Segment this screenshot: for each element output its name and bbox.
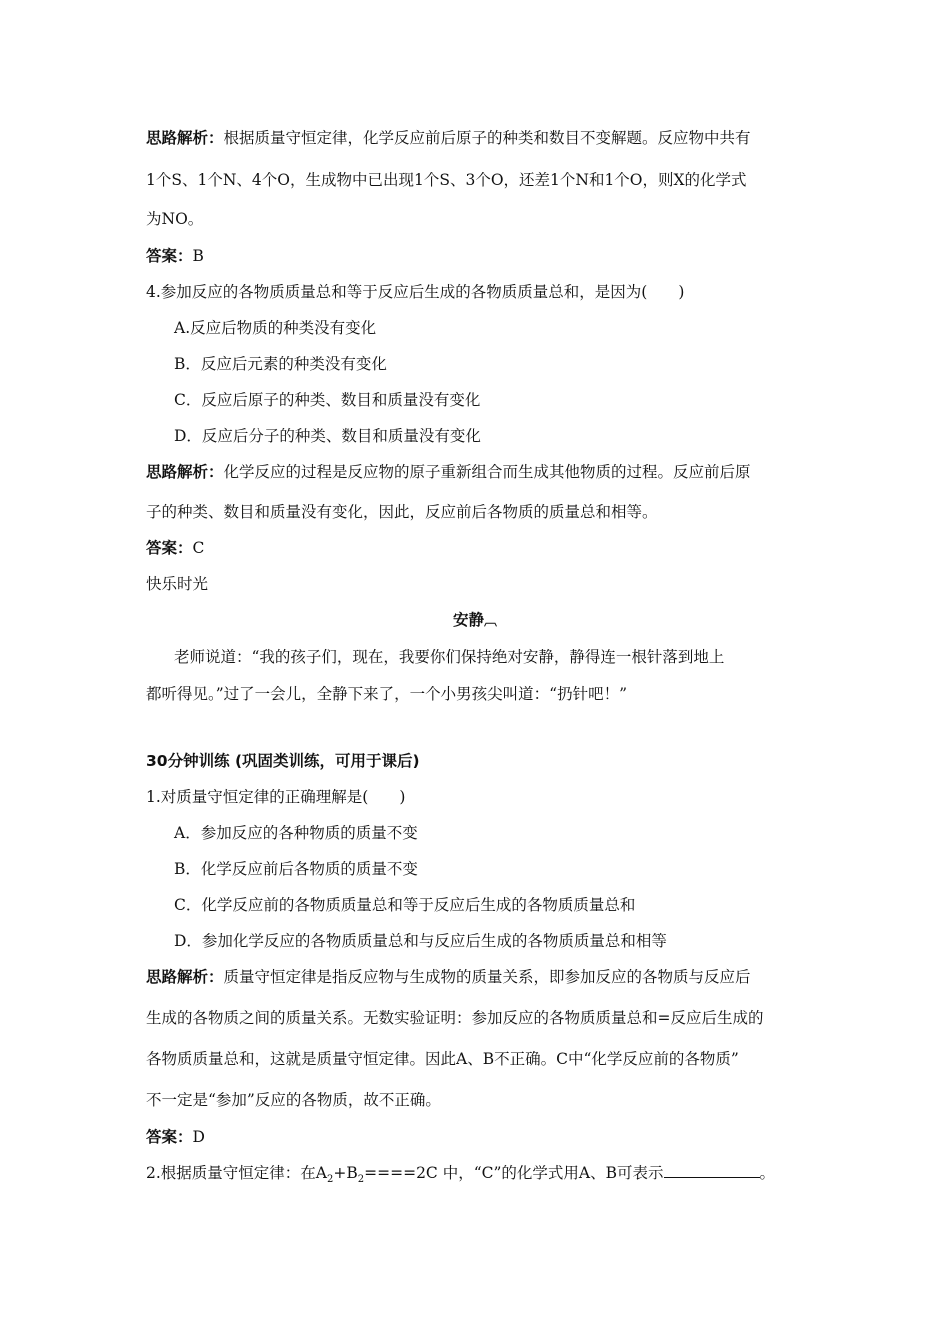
analysis-label: 思路解析： [146, 968, 224, 986]
story-title: 安静︹ [452, 611, 498, 629]
question-1-option-b: B．化学反应前后各物质的质量不变 [174, 860, 418, 878]
question-2-stem: 2.根据质量守恒定律：在$A_2+B_2====2C$ 中，“C”的化学式用A、B可表示 。 [146, 1164, 776, 1186]
answer-line [146, 538, 204, 558]
answer-value: D [192, 1128, 205, 1146]
question-4-option-b: B．反应后元素的种类没有变化 [174, 355, 387, 373]
answer-label: 答案： [146, 539, 193, 557]
question-4-stem: 4.参加反应的各物质质量总和等于反应后生成的各物质质量总和，是因为( ) [146, 283, 685, 301]
analysis-line: 各物质质量总和，这就是质量守恒定律。因此A、B不正确。C中“化学反应前的各物质” [146, 1050, 739, 1068]
answer-blank[interactable] [664, 1163, 760, 1178]
analysis-line: 子的种类、数目和质量没有变化，因此，反应前后各物质的质量总和相等。 [146, 503, 658, 521]
analysis-line: 1个S、1个N、4个O，生成物中已出现1个S、3个O，还差1个N和1个O，则X的化学式 [146, 171, 747, 189]
analysis-line: 为NO。 [146, 210, 204, 228]
analysis-line: 不一定是“参加”反应的各物质，故不正确。 [146, 1091, 441, 1109]
answer-label: 答案： [146, 1128, 193, 1146]
analysis-paragraph-1: 思路解析：根据质量守恒定律，化学反应前后原子的种类和数目不变解题。反应物中共有 [146, 129, 751, 147]
story-line: 老师说道：“我的孩子们，现在，我要你们保持绝对安静，静得连一根针落到地上 [174, 648, 725, 666]
question-1-option-c: C．化学反应前的各物质质量总和等于反应后生成的各物质质量总和 [174, 896, 636, 914]
story-line: 都听得见。”过了一会儿，全静下来了，一个小男孩尖叫道：“扔针吧！” [146, 685, 628, 703]
analysis-label: 思路解析： [146, 463, 224, 481]
question-1-option-d: D．参加化学反应的各物质质量总和与反应后生成的各物质质量总和相等 [174, 932, 667, 950]
question-1-option-a: A．参加反应的各种物质的质量不变 [174, 824, 418, 842]
fun-heading: 快乐时光 [146, 575, 209, 593]
analysis-paragraph-2: 思路解析：化学反应的过程是反应物的原子重新组合而生成其他物质的过程。反应前后原 [146, 463, 751, 481]
question-4-option-a: A.反应后物质的种类没有变化 [174, 319, 377, 337]
section-title: 30分钟训练 (巩固类训练，可用于课后) [146, 752, 420, 770]
answer-value: B [192, 247, 204, 265]
answer-line [146, 1127, 205, 1147]
question-4-option-c: C．反应后原子的种类、数目和质量没有变化 [174, 391, 481, 409]
analysis-paragraph-3: 思路解析：质量守恒定律是指反应物与生成物的质量关系，即参加反应的各物质与反应后 [146, 968, 751, 986]
analysis-line: 生成的各物质之间的质量关系。无数实验证明：参加反应的各物质质量总和=反应后生成的 [146, 1009, 764, 1027]
question-4-option-d: D．反应后分子的种类、数目和质量没有变化 [174, 427, 481, 445]
analysis-label: 思路解析： [146, 129, 224, 147]
answer-label: 答案： [146, 247, 193, 265]
answer-value: C [192, 539, 205, 557]
answer-line [146, 246, 204, 266]
question-1-stem: 1.对质量守恒定律的正确理解是( ) [146, 788, 406, 806]
decoration-mark-icon: ︹ [484, 614, 498, 629]
